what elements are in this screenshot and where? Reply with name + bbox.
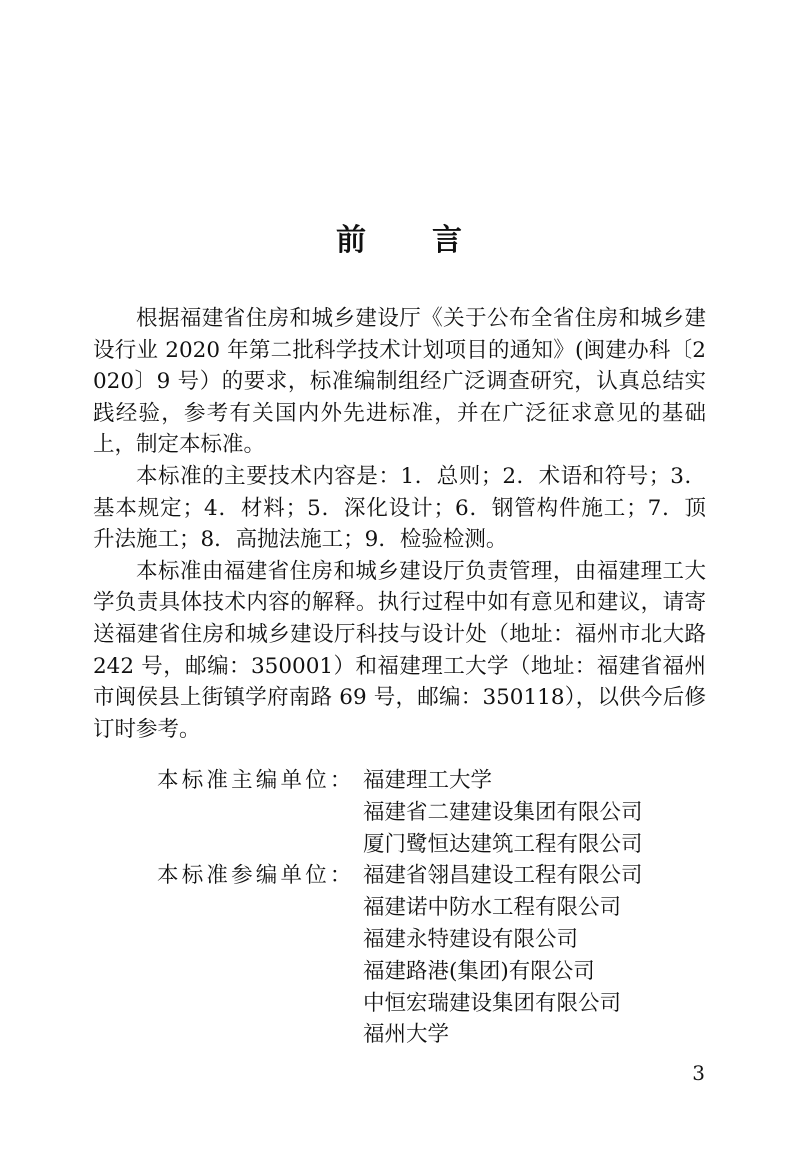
page-number: 3 [692,1061,705,1085]
unit-name: 福建永特建设有限公司 [363,926,579,952]
unit-group-label-chief: 本标准主编单位： [157,768,355,793]
unit-name: 福建路港(集团)有限公司 [363,958,595,984]
preface-body [93,303,706,745]
unit-group-participating-editors [93,860,706,1051]
paragraph-contents: 本标准的主要技术内容是：1．总则；2．术语和符号；3．基本规定；4．材料；5．深化设计；6．钢管构件施工；7．顶升法施工；8．高抛法施工；9．检验检测。 [93,463,706,553]
unit-name: 福建省翎昌建设工程有限公司 [363,863,643,889]
unit-name: 福州大学 [363,1022,450,1048]
unit-name: 福建省二建建设集团有限公司 [363,799,643,825]
unit-group-chief-editors [93,765,706,860]
unit-name: 中恒宏瑞建设集团有限公司 [363,990,622,1016]
page-title: 前 言 [336,223,464,258]
unit-list [93,765,706,1051]
paragraph-administration: 本标准由福建省住房和城乡建设厅负责管理，由福建理工大学负责具体技术内容的解释。执行过程中如有意见和建议，请寄送福建省住房和城乡建设厅科技与设计处（地址：福州市北大路 242 号，邮编：350001）和福建理工大学（地址：福建省福州市闽侯县上街镇学府南路 69 号，邮编：350118），以供今后修订时参考。 [93,558,706,742]
unit-name: 福建诺中防水工程有限公司 [363,895,622,921]
unit-names-participating [363,860,706,1051]
unit-group-label-participating: 本标准参编单位： [157,863,355,889]
unit-names-chief [363,765,706,860]
unit-name: 福建理工大学 [363,768,493,793]
unit-name: 厦门鹭恒达建筑工程有限公司 [363,831,643,857]
paragraph-basis: 根据福建省住房和城乡建设厅《关于公布全省住房和城乡建设行业 2020 年第二批科学技术计划项目的通知》(闽建办科〔2020〕9 号）的要求，标准编制组经广泛调查研究，认真总结实践经验，参考有关国内外先进标准，并在广泛征求意见的基础上，制定本标准。 [93,306,706,458]
